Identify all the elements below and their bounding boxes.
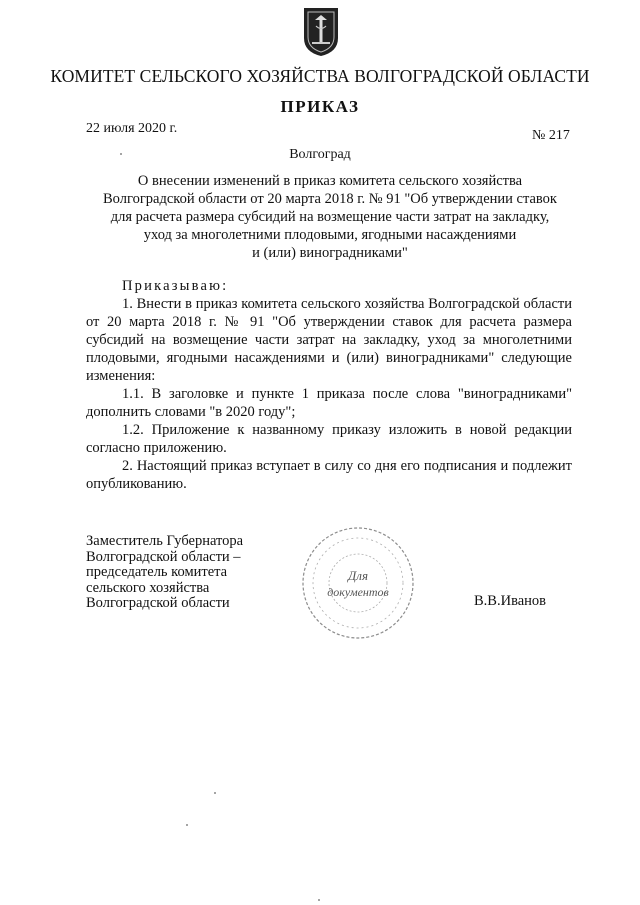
subject-line: Волгоградской области от 20 марта 2018 г. № 91 "Об утверждении ставок bbox=[103, 191, 557, 207]
document-subject bbox=[90, 172, 570, 262]
clause-1-2: 1.2. Приложение к названному приказу изложить в новой редакции согласно приложению. bbox=[86, 422, 572, 456]
signer-line: Волгоградской области – bbox=[86, 548, 241, 565]
subject-line: О внесении изменений в приказ комитета сельского хозяйства bbox=[137, 173, 523, 189]
clause-2: 2. Настоящий приказ вступает в силу со дня его подписания и подлежит опубликованию. bbox=[86, 458, 572, 492]
coat-of-arms-icon bbox=[302, 6, 340, 58]
document-body bbox=[86, 277, 572, 493]
clause-1-1: 1.1. В заголовке и пункте 1 приказа после слова "виноградниками" дополнить словами "в 2020 году"; bbox=[86, 386, 572, 420]
subject-line: и (или) виноградниками" bbox=[252, 245, 408, 261]
signer-line: председатель комитета bbox=[86, 564, 228, 580]
official-stamp bbox=[300, 525, 416, 641]
document-city: Волгоград bbox=[289, 147, 351, 162]
signer-line: Заместитель Губернатора bbox=[86, 533, 244, 549]
signer-position bbox=[86, 534, 243, 612]
stamp-text-line-1: Для bbox=[348, 568, 368, 583]
scan-speck bbox=[186, 824, 188, 826]
signer-name: В.В.Иванов bbox=[474, 593, 547, 609]
document-date: 22 июля 2020 г. bbox=[86, 121, 178, 136]
clause-1: 1. Внести в приказ комитета сельского хозяйства Волгоградской области от 20 марта 2018 г. № 91 "Об утверждении ставок для расчета размера субсидий на возмещение части затрат на закладку, уход за многолетними плодовыми, ягодными насаждениями и (или) виноградниками" следующие изменения: bbox=[86, 296, 572, 384]
scan-speck bbox=[120, 153, 122, 155]
order-word: Приказываю: bbox=[122, 278, 229, 294]
signer-line: сельского хозяйства bbox=[86, 579, 210, 596]
scan-speck bbox=[318, 899, 320, 901]
document-number: № 217 bbox=[532, 128, 570, 143]
subject-line: уход за многолетними плодовыми, ягодными насаждениями bbox=[143, 227, 517, 243]
committee-name: КОМИТЕТ СЕЛЬСКОГО ХОЗЯЙСТВА ВОЛГОГРАДСКОЙ ОБЛАСТИ bbox=[50, 66, 590, 86]
subject-line: для расчета размера субсидий на возмещение части затрат на закладку, bbox=[110, 209, 550, 225]
stamp-text-line-2: документов bbox=[327, 585, 389, 599]
signer-line: Волгоградской области bbox=[86, 595, 230, 611]
scan-speck bbox=[214, 792, 216, 794]
document-type: ПРИКАЗ bbox=[280, 97, 360, 116]
